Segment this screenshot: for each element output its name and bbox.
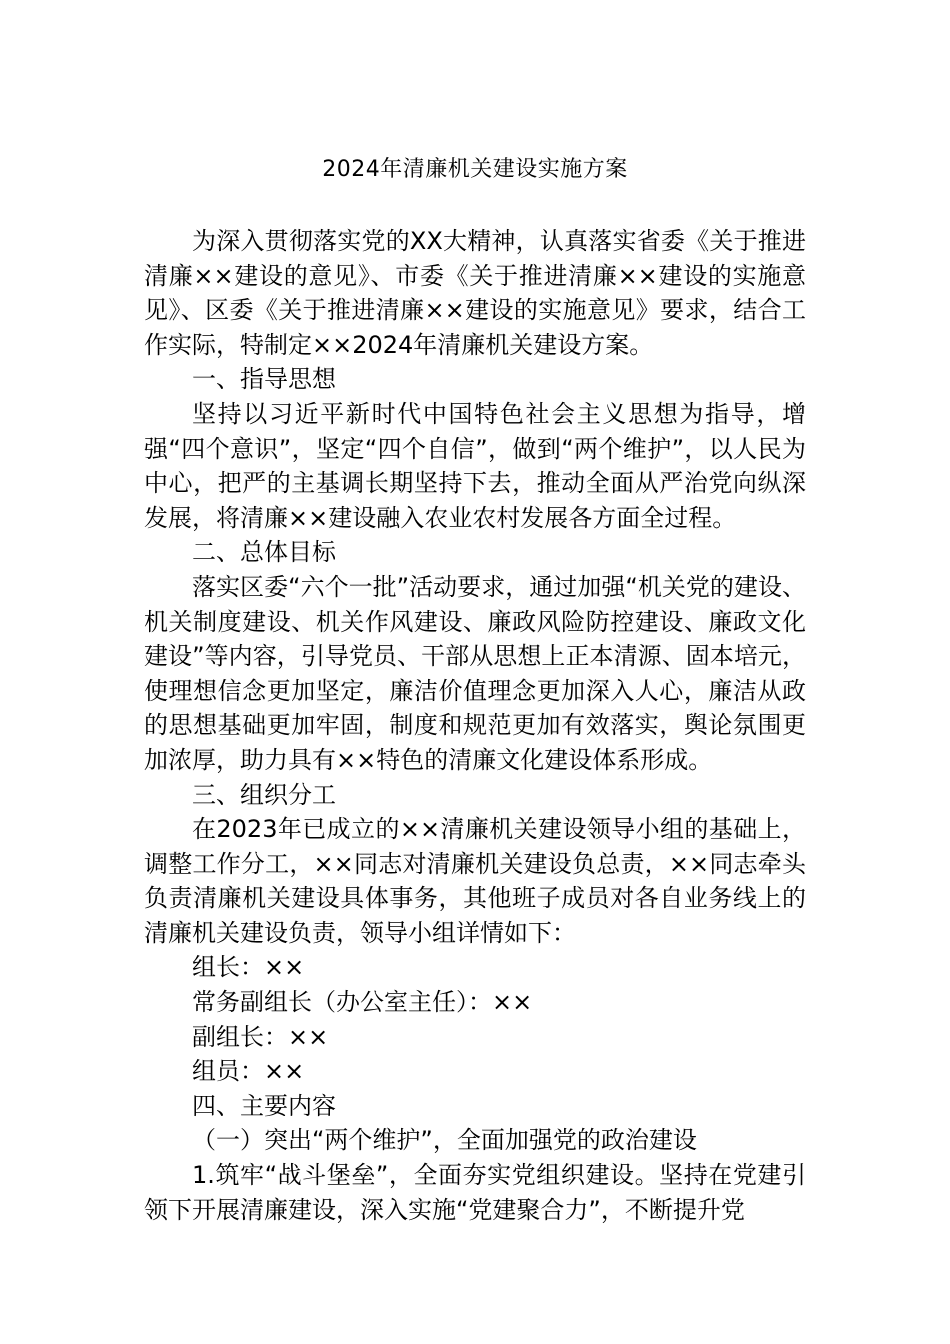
section-heading-main-content: 四、主要内容 [192, 1091, 336, 1120]
guiding-ideology-paragraph: 坚持以习近平新时代中国特色社会主义思想为指导，增强“四个意识”，坚定“四个自信”，做到“两个维护”，以人民为中心，把严的主基调长期坚持下去，推动全面从严治党向纵深发展，将清廉××建设融入农业农村发展各方面全过程。 [144, 399, 806, 532]
item-paragraph-fortress: 1.筑牢“战斗堡垒”，全面夯实党组织建设。坚持在党建引领下开展清廉建设，深入实施“党建聚合力”，不断提升党 [144, 1161, 806, 1224]
executive-deputy-leader-line: 常务副组长（办公室主任）：×× [192, 988, 533, 1017]
organization-paragraph: 在2023年已成立的××清廉机关建设领导小组的基础上，调整工作分工，××同志对清廉机关建设负总责，××同志牵头负责清廉机关建设具体事务，其他班子成员对各自业务线上的清廉机关建设负责，领导小组详情如下： [144, 815, 806, 947]
document-body [144, 224, 806, 1227]
subsection-heading-political-building: （一）突出“两个维护”，全面加强党的政治建设 [192, 1126, 697, 1155]
intro-paragraph: 为深入贯彻落实党的XX大精神，认真落实省委《关于推进清廉××建设的意见》、市委《关于推进清廉××建设的实施意见》、区委《关于推进清廉××建设的实施意见》要求，结合工作实际，特制定××2024年清廉机关建设方案。 [144, 227, 806, 359]
overall-goal-paragraph: 落实区委“六个一批”活动要求，通过加强“机关党的建设、机关制度建设、机关作风建设、廉政风险防控建设、廉政文化建设”等内容，引导党员、干部从思想上正本清源、固本培元，使理想信念更加坚定，廉洁价值理念更加深入人心，廉洁从政的思想基础更加牢固，制度和规范更加有效落实，舆论氛围更加浓厚，助力具有××特色的清廉文化建设体系形成。 [144, 572, 806, 774]
document-title: 2024年清廉机关建设实施方案 [322, 157, 628, 182]
deputy-leader-line: 副组长：×× [192, 1022, 329, 1051]
team-leader-line: 组长：×× [192, 953, 305, 982]
section-heading-organization: 三、组织分工 [192, 780, 336, 809]
section-heading-guiding-ideology: 一、指导思想 [192, 365, 336, 394]
team-member-line: 组员：×× [192, 1057, 305, 1086]
section-heading-overall-goal: 二、总体目标 [192, 538, 336, 567]
